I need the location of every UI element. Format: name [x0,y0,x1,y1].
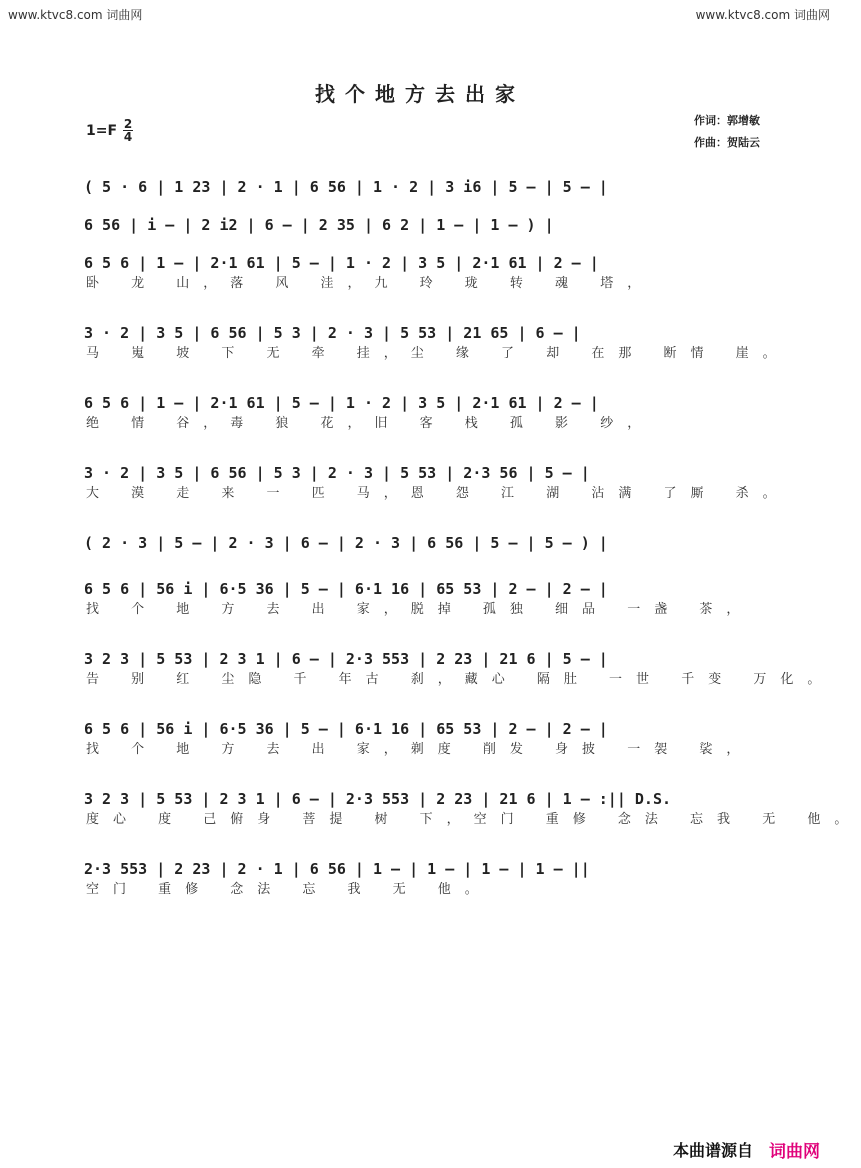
notation-row: 6 5 6 | 1 — | 2·1 61 | 5 — | 1 · 2 | 3 5 | 2·1 61 | 2 — | [84,394,599,412]
notation-row: 3 · 2 | 3 5 | 6 56 | 5 3 | 2 · 3 | 5 53 | 2·3 56 | 5 — | [84,464,590,482]
notation-row: 3 2 3 | 5 53 | 2 3 1 | 6 — | 2·3 553 | 2 23 | 21 6 | 5 — | [84,650,608,668]
footer-source [673,1137,820,1162]
site-url-right[interactable]: www.ktvc8.com 词曲网 [695,8,830,22]
composer-credit: 作曲：贺陆云 [694,136,760,149]
song-title: 找个地方去出家 [315,82,525,106]
lyric-row: 度心 度 己俯身 菩提 树 下，空门 重修 念法 忘我 无 他。 [86,812,861,827]
notation-row: 6 5 6 | 1 — | 2·1 61 | 5 — | 1 · 2 | 3 5 | 2·1 61 | 2 — | [84,254,599,272]
score-line [84,234,774,304]
key-label: 1=F [86,122,118,139]
notation-row: ( 2 · 3 | 5 — | 2 · 3 | 6 — | 2 · 3 | 6 56 | 5 — | 5 — ) | [84,534,608,552]
lyric-row: 大 漠 走 来 一 匹 马，恩 怨 江 湖 沾满 了厮 杀。 [86,486,790,501]
notation-row: 6 5 6 | 56 i | 6·5 36 | 5 — | 6·1 16 | 65 53 | 2 — | 2 — | [84,580,608,598]
notation-row: 6 5 6 | 56 i | 6·5 36 | 5 — | 6·1 16 | 65 53 | 2 — | 2 — | [84,720,608,738]
score-line [84,196,774,234]
notation-row: ( 5 · 6 | 1 23 | 2 · 1 | 6 56 | 1 · 2 | 3 i6 | 5 — | 5 — | [84,178,608,196]
lyric-row: 找 个 地 方 去 出 家，剃度 削发 身披 一袈 裟， [86,742,754,757]
score-line [84,158,774,196]
source-text: 本曲谱源自 [672,1141,753,1160]
lyric-row: 找 个 地 方 去 出 家，脱掉 孤独 细品 一盏 茶， [86,602,754,617]
score-line [84,560,774,630]
score-line [84,630,835,700]
score-line [84,514,774,560]
time-bottom: 4 [123,130,133,144]
lyric-row: 卧 龙 山，落 风 洼，九 玲 珑 转 魂 塔， [86,276,655,291]
notation-row: 3 2 3 | 5 53 | 2 3 1 | 6 — | 2·3 553 | 2 23 | 21 6 | 1 — :|| D.S. [84,790,671,808]
score-line [84,770,861,840]
lyric-row: 空门 重修 念法 忘 我 无 他。 [86,882,492,897]
score-lines [84,158,861,910]
site-logo[interactable]: 词曲网 [769,1142,820,1162]
lyric-row: 绝 情 谷，毒 狼 花，旧 客 栈 孤 影 纱， [86,416,655,431]
notation-row: 3 · 2 | 3 5 | 6 56 | 5 3 | 2 · 3 | 5 53 | 21 65 | 6 — | [84,324,581,342]
lyric-row: 告 别 红 尘隐 千 年古 刹，藏心 隔肚 一世 千变 万化。 [86,672,835,687]
score-line [84,840,774,910]
score-line [84,304,790,374]
lyric-row: 马 嵬 坡 下 无 牵 挂，尘 缘 了 却 在那 断情 崖。 [86,346,790,361]
time-signature [123,118,133,143]
key-signature [86,118,133,143]
score-line [84,374,774,444]
lyricist-credit: 作词：郭增敏 [694,114,760,127]
site-url-left[interactable]: www.ktvc8.com 词曲网 [8,8,143,22]
score-line [84,444,790,514]
notation-row: 2·3 553 | 2 23 | 2 · 1 | 6 56 | 1 — | 1 — | 1 — | 1 — || [84,860,590,878]
time-top: 2 [123,117,133,131]
notation-row: 6 56 | i — | 2 i2 | 6 — | 2 35 | 6 2 | 1 — | 1 — ) | [84,216,554,234]
score-line [84,700,774,770]
